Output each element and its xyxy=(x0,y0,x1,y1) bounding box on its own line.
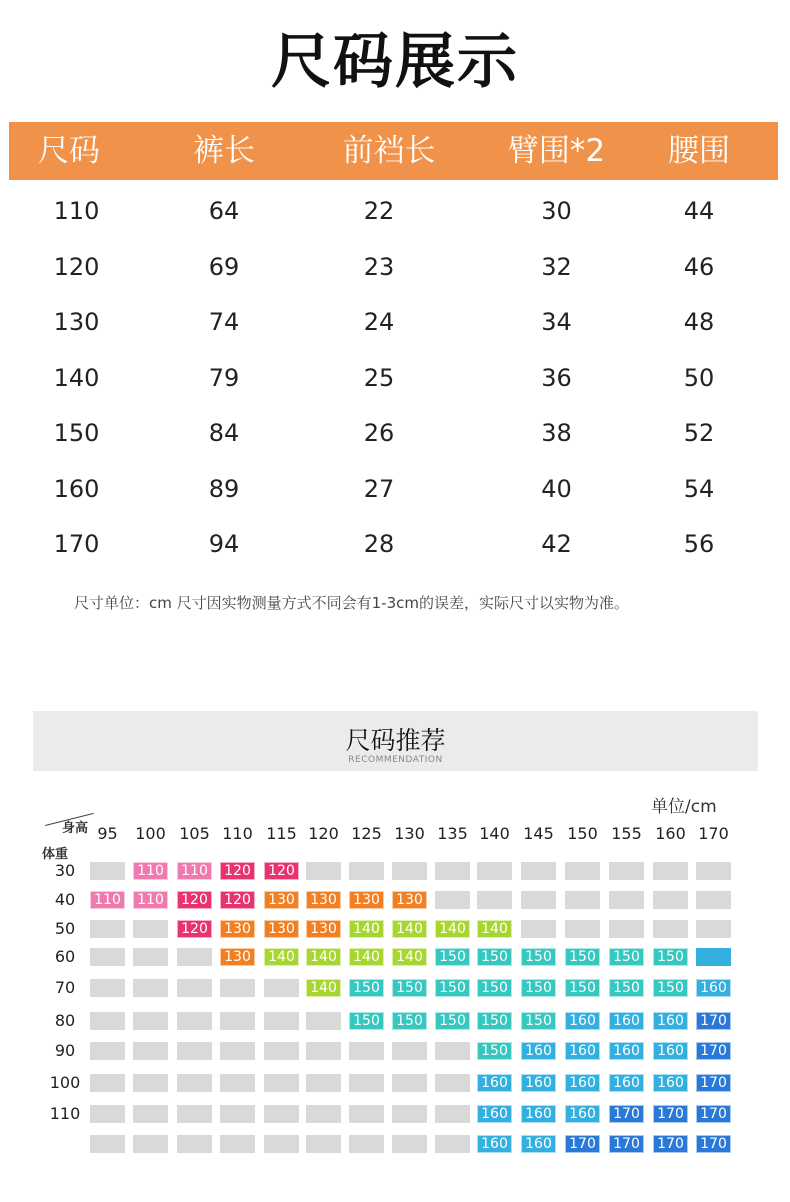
empty-cell xyxy=(264,1042,299,1060)
size-chip: 130 xyxy=(220,948,255,966)
table-cell: 42 xyxy=(541,530,572,558)
size-chip: 160 xyxy=(565,1042,600,1060)
size-chip: 150 xyxy=(653,948,688,966)
table-cell: 110 xyxy=(53,197,100,225)
empty-cell xyxy=(264,1012,299,1030)
height-column-header: 135 xyxy=(437,824,468,843)
table-cell: 150 xyxy=(53,419,100,447)
weight-row-header: 110 xyxy=(49,1104,81,1123)
size-chip: 160 xyxy=(477,1105,512,1123)
table-cell: 36 xyxy=(541,363,572,392)
weight-row-header: 100 xyxy=(49,1073,81,1092)
empty-cell xyxy=(653,891,688,909)
size-chip: 160 xyxy=(521,1105,556,1123)
empty-cell xyxy=(90,1042,125,1060)
size-chip: 160 xyxy=(609,1074,644,1092)
weight-row-header: 50 xyxy=(54,919,76,938)
size-chip: 130 xyxy=(306,891,341,909)
table-row xyxy=(9,295,778,350)
size-chip: 170 xyxy=(696,1042,731,1060)
empty-cell xyxy=(306,862,341,880)
size-chip: 130 xyxy=(306,920,341,938)
empty-cell xyxy=(435,1105,470,1123)
table-cell: 140 xyxy=(53,363,100,392)
size-chip: 130 xyxy=(264,920,299,938)
table-cell: 44 xyxy=(683,197,715,225)
size-chip: 170 xyxy=(696,1135,731,1153)
table-cell: 28 xyxy=(363,530,395,558)
height-column-header: 95 xyxy=(97,824,118,843)
size-chip: 150 xyxy=(349,979,384,997)
size-chip: 110 xyxy=(90,891,125,909)
table-cell: 32 xyxy=(541,252,572,281)
empty-cell xyxy=(609,920,644,938)
empty-cell xyxy=(90,862,125,880)
size-chip: 160 xyxy=(653,1042,688,1060)
table-cell: 89 xyxy=(208,474,240,503)
size-chip: 150 xyxy=(477,948,512,966)
header-pants-length: 裤长 xyxy=(193,133,255,169)
empty-cell xyxy=(392,1042,427,1060)
table-cell: 26 xyxy=(363,419,395,447)
table-cell: 94 xyxy=(208,530,240,558)
empty-cell xyxy=(653,862,688,880)
weight-row-header: 70 xyxy=(54,978,76,997)
table-cell: 30 xyxy=(541,197,572,225)
size-chip: 130 xyxy=(349,891,384,909)
header-size: 尺码 xyxy=(38,133,100,169)
size-chip: 140 xyxy=(349,948,384,966)
size-chip: 120 xyxy=(220,862,255,880)
size-chip: 140 xyxy=(392,920,427,938)
table-cell: 84 xyxy=(208,419,240,447)
height-column-header: 150 xyxy=(567,824,598,843)
empty-cell xyxy=(220,1012,255,1030)
empty-cell xyxy=(435,1074,470,1092)
size-chip: 120 xyxy=(220,891,255,909)
size-chip: 170 xyxy=(653,1135,688,1153)
table-cell: 24 xyxy=(363,308,395,336)
size-chip: 110 xyxy=(133,891,168,909)
empty-cell xyxy=(220,1074,255,1092)
empty-cell xyxy=(177,1105,212,1123)
weight-axis-label: 体重 xyxy=(42,847,69,862)
empty-cell xyxy=(90,920,125,938)
table-row xyxy=(9,184,778,239)
table-cell: 27 xyxy=(363,474,395,503)
empty-cell xyxy=(521,891,556,909)
empty-cell xyxy=(609,891,644,909)
table-row xyxy=(9,240,778,295)
size-chip: 170 xyxy=(609,1105,644,1123)
table-cell: 64 xyxy=(208,197,240,225)
empty-cell xyxy=(90,1105,125,1123)
empty-cell xyxy=(133,920,168,938)
size-chip: 150 xyxy=(435,1012,470,1030)
empty-cell xyxy=(90,979,125,997)
table-cell: 25 xyxy=(363,363,395,392)
height-column-header: 130 xyxy=(394,824,425,843)
empty-cell xyxy=(349,1074,384,1092)
recommendation-banner xyxy=(33,711,758,771)
page-title: 尺码展示 xyxy=(271,27,519,97)
empty-cell xyxy=(177,1042,212,1060)
size-chip: 130 xyxy=(392,891,427,909)
size-chip: 150 xyxy=(653,979,688,997)
table-cell: 74 xyxy=(208,308,240,336)
empty-cell xyxy=(306,1042,341,1060)
header-hip: 臂围*2 xyxy=(507,133,606,169)
empty-cell xyxy=(349,1135,384,1153)
size-chip: 160 xyxy=(477,1074,512,1092)
empty-cell xyxy=(90,1135,125,1153)
size-chip: 150 xyxy=(477,979,512,997)
empty-cell xyxy=(521,920,556,938)
empty-cell xyxy=(90,948,125,966)
empty-cell xyxy=(653,920,688,938)
size-chip: 150 xyxy=(477,1012,512,1030)
size-chip: 160 xyxy=(521,1074,556,1092)
height-column-header: 100 xyxy=(135,824,166,843)
empty-cell xyxy=(392,1105,427,1123)
empty-cell xyxy=(177,1135,212,1153)
recommendation-subtitle: RECOMMENDATION xyxy=(348,755,443,765)
empty-cell xyxy=(349,1042,384,1060)
size-chip: 130 xyxy=(220,920,255,938)
table-cell: 79 xyxy=(208,363,240,392)
size-chip: 160 xyxy=(653,1012,688,1030)
size-chip: 170 xyxy=(653,1105,688,1123)
size-chip: 150 xyxy=(392,979,427,997)
empty-cell xyxy=(521,862,556,880)
height-column-header: 110 xyxy=(222,824,253,843)
empty-cell xyxy=(133,1074,168,1092)
table-cell: 23 xyxy=(363,252,395,281)
empty-cell xyxy=(264,1074,299,1092)
empty-cell xyxy=(306,1012,341,1030)
size-chip: 170 xyxy=(696,1105,731,1123)
size-chip: 120 xyxy=(177,920,212,938)
table-cell: 52 xyxy=(683,419,715,447)
height-column-header: 145 xyxy=(523,824,554,843)
height-axis-label: 身高 xyxy=(62,821,89,836)
header-waist: 腰围 xyxy=(668,133,730,169)
table-cell: 120 xyxy=(53,252,100,281)
empty-cell xyxy=(177,979,212,997)
size-chip: 170 xyxy=(696,1012,731,1030)
empty-cell xyxy=(349,1105,384,1123)
empty-cell xyxy=(306,1074,341,1092)
header-front-rise: 前裆长 xyxy=(342,133,436,169)
size-chip: 140 xyxy=(264,948,299,966)
height-column-header: 170 xyxy=(698,824,729,843)
empty-cell xyxy=(565,920,600,938)
empty-cell xyxy=(696,862,731,880)
size-chip: 160 xyxy=(696,979,731,997)
empty-cell xyxy=(133,1135,168,1153)
empty-cell xyxy=(264,1105,299,1123)
empty-cell xyxy=(220,1135,255,1153)
size-chip: 150 xyxy=(521,1012,556,1030)
table-row xyxy=(9,517,778,572)
height-column-header: 120 xyxy=(308,824,339,843)
size-chip: 170 xyxy=(696,1074,731,1092)
unit-label: 单位/cm xyxy=(651,797,717,817)
table-cell: 56 xyxy=(683,530,715,558)
size-chip: 150 xyxy=(477,1042,512,1060)
measurement-note: 尺寸单位：cm 尺寸因实物测量方式不同会有1-3cm的误差，实际尺寸以实物为准。 xyxy=(74,594,629,612)
empty-cell xyxy=(435,862,470,880)
size-table-header xyxy=(9,122,778,180)
height-column-header: 115 xyxy=(266,824,297,843)
empty-cell xyxy=(133,1012,168,1030)
size-chip: 150 xyxy=(609,979,644,997)
size-chip: 150 xyxy=(435,948,470,966)
size-chip: 150 xyxy=(565,979,600,997)
empty-cell xyxy=(306,1135,341,1153)
empty-cell xyxy=(435,1135,470,1153)
empty-cell xyxy=(435,1042,470,1060)
size-chip: 150 xyxy=(392,1012,427,1030)
size-chip: 150 xyxy=(521,948,556,966)
table-row xyxy=(9,462,778,517)
empty-cell xyxy=(177,1012,212,1030)
weight-row-header: 30 xyxy=(54,861,76,880)
size-chip: 110 xyxy=(177,862,212,880)
size-chip: 150 xyxy=(521,979,556,997)
table-row xyxy=(9,351,778,406)
table-cell: 38 xyxy=(541,419,572,447)
empty-cell xyxy=(133,979,168,997)
height-column-header: 125 xyxy=(351,824,382,843)
empty-cell xyxy=(477,891,512,909)
size-chip: 130 xyxy=(264,891,299,909)
empty-cell xyxy=(392,1074,427,1092)
size-chip: 160 xyxy=(653,1074,688,1092)
size-chip: 170 xyxy=(565,1135,600,1153)
size-chip: 140 xyxy=(306,979,341,997)
size-chip: 120 xyxy=(177,891,212,909)
height-column-header: 140 xyxy=(479,824,510,843)
empty-cell xyxy=(177,948,212,966)
weight-row-header: 80 xyxy=(54,1011,76,1030)
height-column-header: 160 xyxy=(655,824,686,843)
empty-cell xyxy=(565,891,600,909)
table-cell: 170 xyxy=(53,530,100,558)
height-column-header: 155 xyxy=(611,824,642,843)
size-chip: 160 xyxy=(565,1105,600,1123)
size-chip: 150 xyxy=(565,948,600,966)
table-cell: 69 xyxy=(208,252,240,281)
empty-cell xyxy=(696,891,731,909)
empty-cell xyxy=(177,1074,212,1092)
empty-cell xyxy=(477,862,512,880)
empty-cell xyxy=(392,1135,427,1153)
size-chip: 140 xyxy=(435,920,470,938)
table-cell: 40 xyxy=(541,474,572,503)
table-cell: 48 xyxy=(683,308,715,336)
size-chip: 140 xyxy=(392,948,427,966)
size-chip: 160 xyxy=(609,1012,644,1030)
empty-cell xyxy=(220,1105,255,1123)
empty-cell xyxy=(349,862,384,880)
size-chip: 150 xyxy=(435,979,470,997)
size-chip: 160 xyxy=(609,1042,644,1060)
empty-cell xyxy=(90,1074,125,1092)
empty-cell xyxy=(264,979,299,997)
size-chip: 150 xyxy=(609,948,644,966)
empty-cell xyxy=(696,920,731,938)
empty-cell xyxy=(133,1042,168,1060)
table-cell: 46 xyxy=(683,252,715,281)
empty-cell xyxy=(133,1105,168,1123)
size-chip: 160 xyxy=(565,1012,600,1030)
size-chip: 160 xyxy=(565,1074,600,1092)
size-chip: 170 xyxy=(609,1135,644,1153)
size-chip: 150 xyxy=(349,1012,384,1030)
size-chip: 160 xyxy=(521,1042,556,1060)
size-chip: 160 xyxy=(477,1135,512,1153)
empty-cell xyxy=(609,862,644,880)
weight-row-header: 90 xyxy=(54,1041,76,1060)
weight-row-header: 40 xyxy=(54,890,76,909)
size-chip: 140 xyxy=(477,920,512,938)
empty-cell xyxy=(220,979,255,997)
empty-cell xyxy=(565,862,600,880)
empty-cell xyxy=(220,1042,255,1060)
empty-cell xyxy=(133,948,168,966)
table-cell: 34 xyxy=(541,308,572,336)
size-chip: 160 xyxy=(521,1135,556,1153)
empty-cell xyxy=(435,891,470,909)
table-row xyxy=(9,406,778,461)
table-cell: 50 xyxy=(683,363,715,392)
size-chip xyxy=(696,948,731,966)
empty-cell xyxy=(264,1135,299,1153)
size-chip: 120 xyxy=(264,862,299,880)
empty-cell xyxy=(306,1105,341,1123)
weight-row-header: 60 xyxy=(54,947,76,966)
size-chip: 110 xyxy=(133,862,168,880)
table-cell: 130 xyxy=(53,308,100,336)
empty-cell xyxy=(392,862,427,880)
recommendation-title: 尺码推荐 xyxy=(345,726,446,755)
empty-cell xyxy=(90,1012,125,1030)
table-cell: 22 xyxy=(363,197,395,225)
size-chip: 140 xyxy=(349,920,384,938)
table-cell: 54 xyxy=(683,474,715,503)
table-cell: 160 xyxy=(53,474,100,503)
height-column-header: 105 xyxy=(179,824,210,843)
size-chip: 140 xyxy=(306,948,341,966)
